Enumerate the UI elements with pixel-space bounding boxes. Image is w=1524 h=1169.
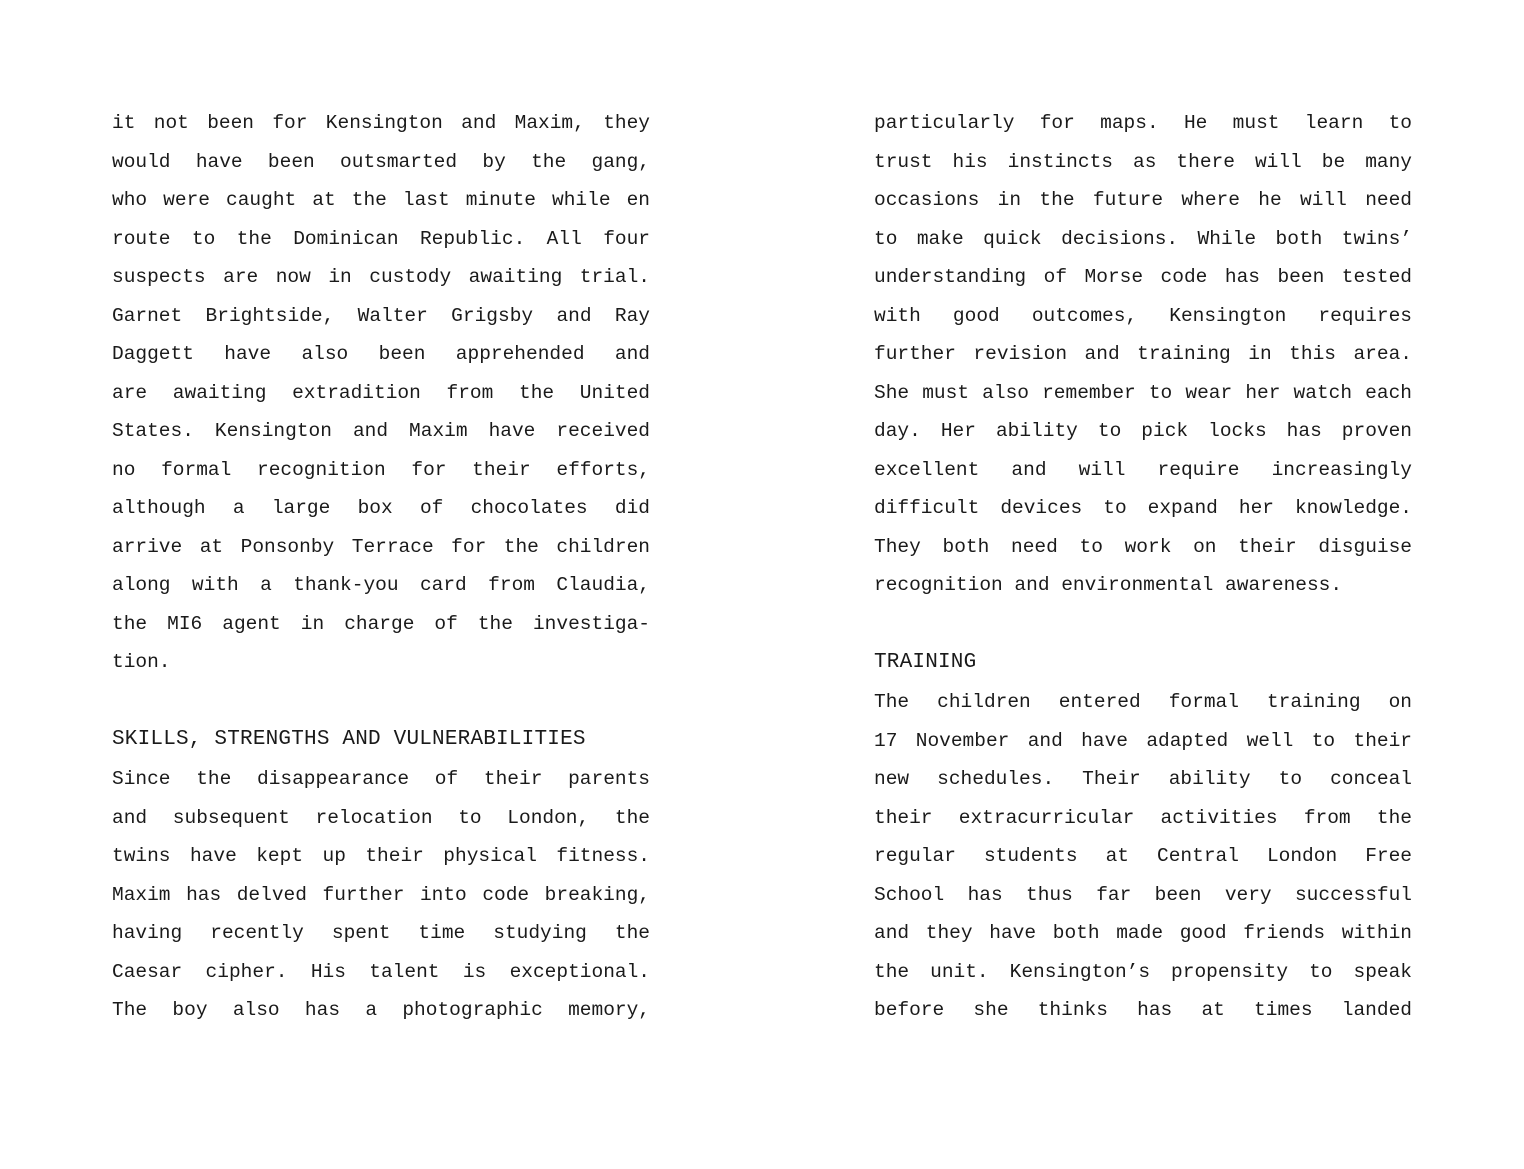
- text-line: to make quick decisions. While both twins’: [874, 227, 1412, 250]
- text-line: their extracurricular activities from the: [874, 806, 1412, 829]
- text-line: the MI6 agent in charge of the investiga-: [112, 612, 650, 635]
- text-line: twins have kept up their physical fitness.: [112, 845, 650, 867]
- text-line: Caesar cipher. His talent is exceptional.: [112, 960, 650, 983]
- text-line: it not been for Kensington and Maxim, they: [112, 112, 650, 134]
- section-heading-training: TRAINING: [874, 651, 977, 674]
- text-line: new schedules. Their ability to conceal: [874, 768, 1412, 790]
- text-line: suspects are now in custody awaiting trial.: [112, 266, 650, 288]
- left-text-column: [112, 104, 650, 1030]
- text-line: occasions in the future where he will need: [874, 189, 1412, 211]
- right-text-column: [874, 104, 1412, 1030]
- text-line: particularly for maps. He must learn to: [874, 112, 1412, 134]
- text-line: and subsequent relocation to London, the: [112, 806, 650, 829]
- paragraph-gap: [874, 605, 1412, 644]
- text-line: recognition and environmental awareness.: [874, 574, 1343, 596]
- text-line: day. Her ability to pick locks has proven: [874, 420, 1412, 442]
- text-line: School has thus far been very successful: [874, 883, 1412, 906]
- text-line: trust his instincts as there will be many: [874, 150, 1412, 173]
- text-line: with good outcomes, Kensington requires: [874, 304, 1412, 327]
- text-line: along with a thank-you card from Claudia,: [112, 574, 650, 596]
- text-line: route to the Dominican Republic. All four: [112, 227, 650, 250]
- text-line: regular students at Central London Free: [874, 845, 1412, 867]
- text-line: before she thinks has at times landed: [874, 999, 1412, 1021]
- text-line: They both need to work on their disguise: [874, 535, 1412, 558]
- text-line: no formal recognition for their efforts,: [112, 458, 650, 481]
- text-line: who were caught at the last minute while en: [112, 189, 650, 211]
- text-line: Garnet Brightside, Walter Grigsby and Ray: [112, 304, 650, 327]
- right-page: [762, 0, 1524, 1169]
- paragraph-gap: [112, 682, 650, 721]
- text-line: although a large box of chocolates did: [112, 497, 650, 519]
- text-line: 17 November and have adapted well to their: [874, 729, 1412, 752]
- text-line: arrive at Ponsonby Terrace for the children: [112, 535, 650, 558]
- text-line: Daggett have also been apprehended and: [112, 343, 650, 365]
- text-line: States. Kensington and Maxim have received: [112, 420, 650, 442]
- text-line: The boy also has a photographic memory,: [112, 999, 650, 1021]
- text-line: understanding of Morse code has been tested: [874, 266, 1412, 288]
- section-heading-skills: SKILLS, STRENGTHS AND VULNERABILITIES: [112, 728, 586, 751]
- text-line: She must also remember to wear her watch each: [874, 381, 1412, 404]
- text-line: Maxim has delved further into code breaking,: [112, 883, 650, 906]
- text-line: difficult devices to expand her knowledge.: [874, 497, 1412, 519]
- text-line: Since the disappearance of their parents: [112, 768, 650, 790]
- text-line: are awaiting extradition from the United: [112, 381, 650, 404]
- text-line: and they have both made good friends within: [874, 922, 1412, 944]
- text-line: tion.: [112, 651, 171, 673]
- text-line: excellent and will require increasingly: [874, 458, 1412, 481]
- text-line: the unit. Kensington’s propensity to speak: [874, 960, 1412, 983]
- text-line: having recently spent time studying the: [112, 922, 650, 944]
- text-line: The children entered formal training on: [874, 691, 1412, 713]
- text-line: further revision and training in this area.: [874, 343, 1412, 365]
- text-line: would have been outsmarted by the gang,: [112, 150, 650, 173]
